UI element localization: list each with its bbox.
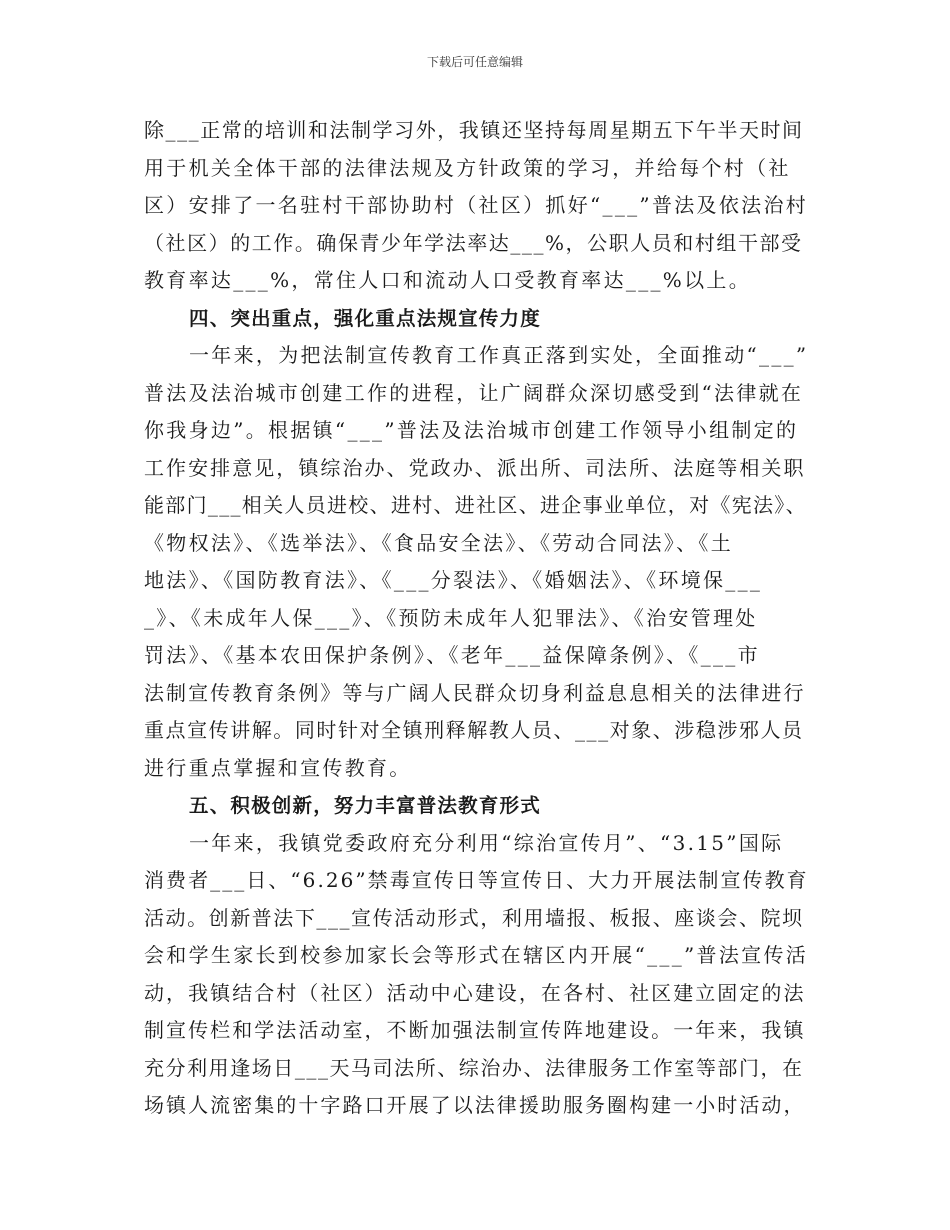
text-line: 除___正常的培训和法制学习外，我镇还坚持每周星期五下午半天时间 <box>144 118 804 142</box>
text-line: 一年来，我镇党委政府充分利用“综治宣传月”、“3.15”国际 <box>189 830 784 855</box>
text-line: 法制宣传教育条例》等与广阔人民群众切身利益息息相关的法律进行 <box>144 680 806 705</box>
intro-paragraph <box>144 112 810 300</box>
text-line: 能部门___相关人员进校、进村、进社区、进企事业单位，对《宪法》、 <box>144 493 807 517</box>
page-header-note: 下载后可任意编辑 <box>426 55 523 69</box>
text-line: 制宣传栏和学法活动室，不断加强法制宣传阵地建设。一年来，我镇 <box>144 1018 806 1042</box>
text-line: 地法》、《国防教育法》、《___分裂法》、《婚姻法》、《环境保___ <box>144 568 763 592</box>
text-line: 普法及法治城市创建工作的进程，让广阔群众深切感受到“法律就在 <box>144 380 804 405</box>
text-line: 《物权法》、《选举法》、《食品安全法》、《劳动合同法》、《土 <box>144 530 733 555</box>
text-line: （社区）的工作。确保青少年学法率达___%，公职人员和村组干部受 <box>144 230 803 255</box>
section-5-paragraph <box>144 825 810 1125</box>
text-line: 你我身边”。根据镇“___”普法及法治城市创建工作领导小组制定的 <box>144 418 799 442</box>
text-line: 区）安排了一名驻村干部协助村（社区）抓好“___”普法及依法治村 <box>144 193 809 217</box>
text-line: 一年来，为把法制宣传教育工作真正落到实处，全面推动“___” <box>189 343 809 367</box>
text-line: 会和学生家长到校参加家长会等形式在辖区内开展“___”普法宣传活 <box>144 943 809 967</box>
text-line: 充分利用逢场日___天马司法所、综治办、法律服务工作室等部门，在 <box>144 1055 804 1080</box>
text-line: 重点宣传讲解。同时针对全镇刑释解教人员、___对象、涉稳涉邪人员 <box>144 718 804 742</box>
text-line: 教育率达___%，常住人口和流动人口受教育率达___%以上。 <box>144 268 752 292</box>
text-line: 动，我镇结合村（社区）活动中心建设，在各村、社区建立固定的法 <box>144 980 806 1005</box>
text-line: 活动。创新普法下___宣传活动形式，利用墙报、板报、座谈会、院坝 <box>144 905 804 930</box>
text-line: 场镇人流密集的十字路口开展了以法律援助服务圈构建一小时活动， <box>144 1093 806 1117</box>
section-heading-4: 四、突出重点，强化重点法规宣传力度 <box>189 306 541 330</box>
text-line: _》、《未成年人保___》、《预防未成年人犯罪法》、《治安管理处 <box>144 605 758 630</box>
text-line: 用于机关全体干部的法律法规及方针政策的学习，并给每个村（社 <box>144 155 791 180</box>
text-line: 工作安排意见，镇综治办、党政办、派出所、司法所、法庭等相关职 <box>144 455 806 480</box>
text-line: 进行重点掌握和宣传教育。 <box>144 755 412 780</box>
document-body <box>144 112 810 1125</box>
section-4-paragraph <box>144 337 810 787</box>
section-heading-5: 五、积极创新，努力丰富普法教育形式 <box>189 794 541 817</box>
text-line: 消费者___日、“6.26”禁毒宣传日等宣传日、大力开展法制宣传教育 <box>144 868 809 892</box>
text-line: 罚法》、《基本农田保护条例》、《老年___益保障条例》、《___市 <box>144 643 760 667</box>
